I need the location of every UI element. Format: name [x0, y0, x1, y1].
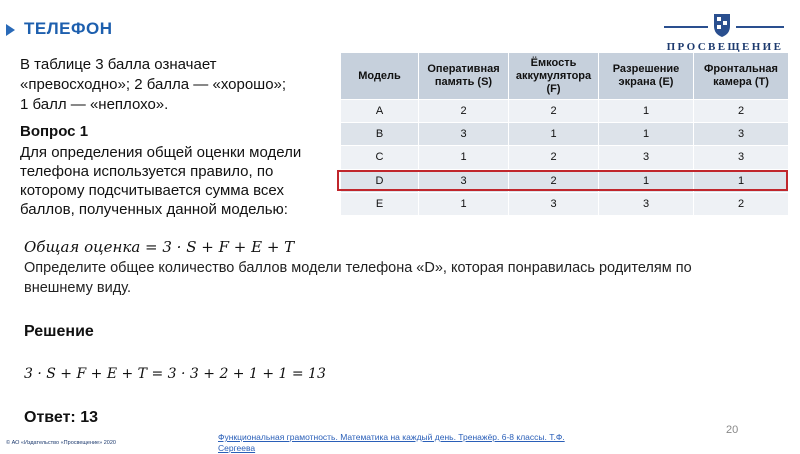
solution-expression: 3 · S + F + E + T = 3 · 3 + 2 + 1 + 1 = 13 — [24, 366, 326, 382]
question-line: баллов, полученных данной моделью: — [20, 201, 288, 218]
table-cell: A — [341, 100, 419, 123]
table-cell: 3 — [599, 146, 694, 169]
table-header-row — [341, 53, 789, 100]
solution-title: Решение — [24, 323, 94, 340]
score-formula: Общая оценка = 3 · S + F + E + T — [24, 238, 295, 256]
table-cell: 1 — [509, 123, 599, 146]
intro-text — [20, 55, 340, 115]
table-cell: 3 — [599, 192, 694, 215]
question-line: которому подсчитывается сумма всех — [20, 182, 284, 199]
scores-table — [340, 52, 789, 216]
page-number: 20 — [726, 424, 739, 436]
source-link-line[interactable]: Сергеева — [218, 443, 256, 453]
page-title: ТЕЛЕФОН — [24, 19, 113, 38]
table-cell: 2 — [509, 169, 599, 192]
table-cell: 3 — [694, 146, 789, 169]
logo-line-right — [736, 26, 784, 28]
task-text — [24, 258, 784, 298]
copyright-text: © АО «Издательство «Просвещение» 2020 — [6, 440, 116, 446]
answer-text: Ответ: 13 — [24, 409, 98, 426]
question-title: Вопрос 1 — [20, 123, 89, 140]
task-line: внешнему виду. — [24, 280, 131, 296]
column-header-model: Модель — [341, 53, 419, 100]
table-cell: 1 — [694, 169, 789, 192]
table-cell: 3 — [509, 192, 599, 215]
table-cell: 2 — [694, 100, 789, 123]
table-cell: E — [341, 192, 419, 215]
row-highlight-frame — [337, 170, 788, 191]
header-bullet-icon — [6, 24, 15, 36]
table-row — [341, 192, 789, 215]
intro-line: 1 балл — «неплохо». — [20, 96, 169, 113]
source-link[interactable] — [218, 432, 628, 454]
intro-line: «превосходно»; 2 балла — «хорошо»; — [20, 76, 287, 93]
question-line: телефона используется правило, по — [20, 163, 274, 180]
question-text — [20, 143, 345, 219]
table-cell: C — [341, 146, 419, 169]
logo-line-left — [664, 26, 708, 28]
table-cell: 1 — [599, 123, 694, 146]
table-row — [341, 100, 789, 123]
table-cell: B — [341, 123, 419, 146]
table-cell: 1 — [419, 192, 509, 215]
table-cell: 1 — [419, 146, 509, 169]
table-cell: 3 — [419, 169, 509, 192]
table-cell: 3 — [694, 123, 789, 146]
table-cell: 2 — [694, 192, 789, 215]
column-header-battery: Ёмкость аккумулятора (F) — [509, 53, 599, 100]
table-cell: 3 — [419, 123, 509, 146]
table-cell: 1 — [599, 169, 694, 192]
column-header-resolution: Разрешение экрана (E) — [599, 53, 694, 100]
column-header-camera: Фронтальная камера (T) — [694, 53, 789, 100]
question-line: Для определения общей оценки модели — [20, 144, 302, 161]
table-cell: 2 — [419, 100, 509, 123]
table-cell: 2 — [509, 146, 599, 169]
table-cell: 1 — [599, 100, 694, 123]
column-header-memory: Оперативная память (S) — [419, 53, 509, 100]
shield-emblem-icon — [712, 12, 732, 38]
task-line: Определите общее количество баллов модели телефона «D», которая понравилась родителям по — [24, 260, 692, 276]
table-row — [341, 123, 789, 146]
publisher-logo — [660, 9, 790, 57]
intro-line: В таблице 3 балла означает — [20, 56, 217, 73]
table-cell: D — [341, 169, 419, 192]
source-link-line[interactable]: Функциональная грамотность. Математика на каждый день. Тренажёр. 6-8 классы. Т.Ф. — [218, 432, 565, 442]
table-row — [341, 146, 789, 169]
table-cell: 2 — [509, 100, 599, 123]
logo-text: ПРОСВЕЩЕНИЕ — [666, 41, 784, 53]
